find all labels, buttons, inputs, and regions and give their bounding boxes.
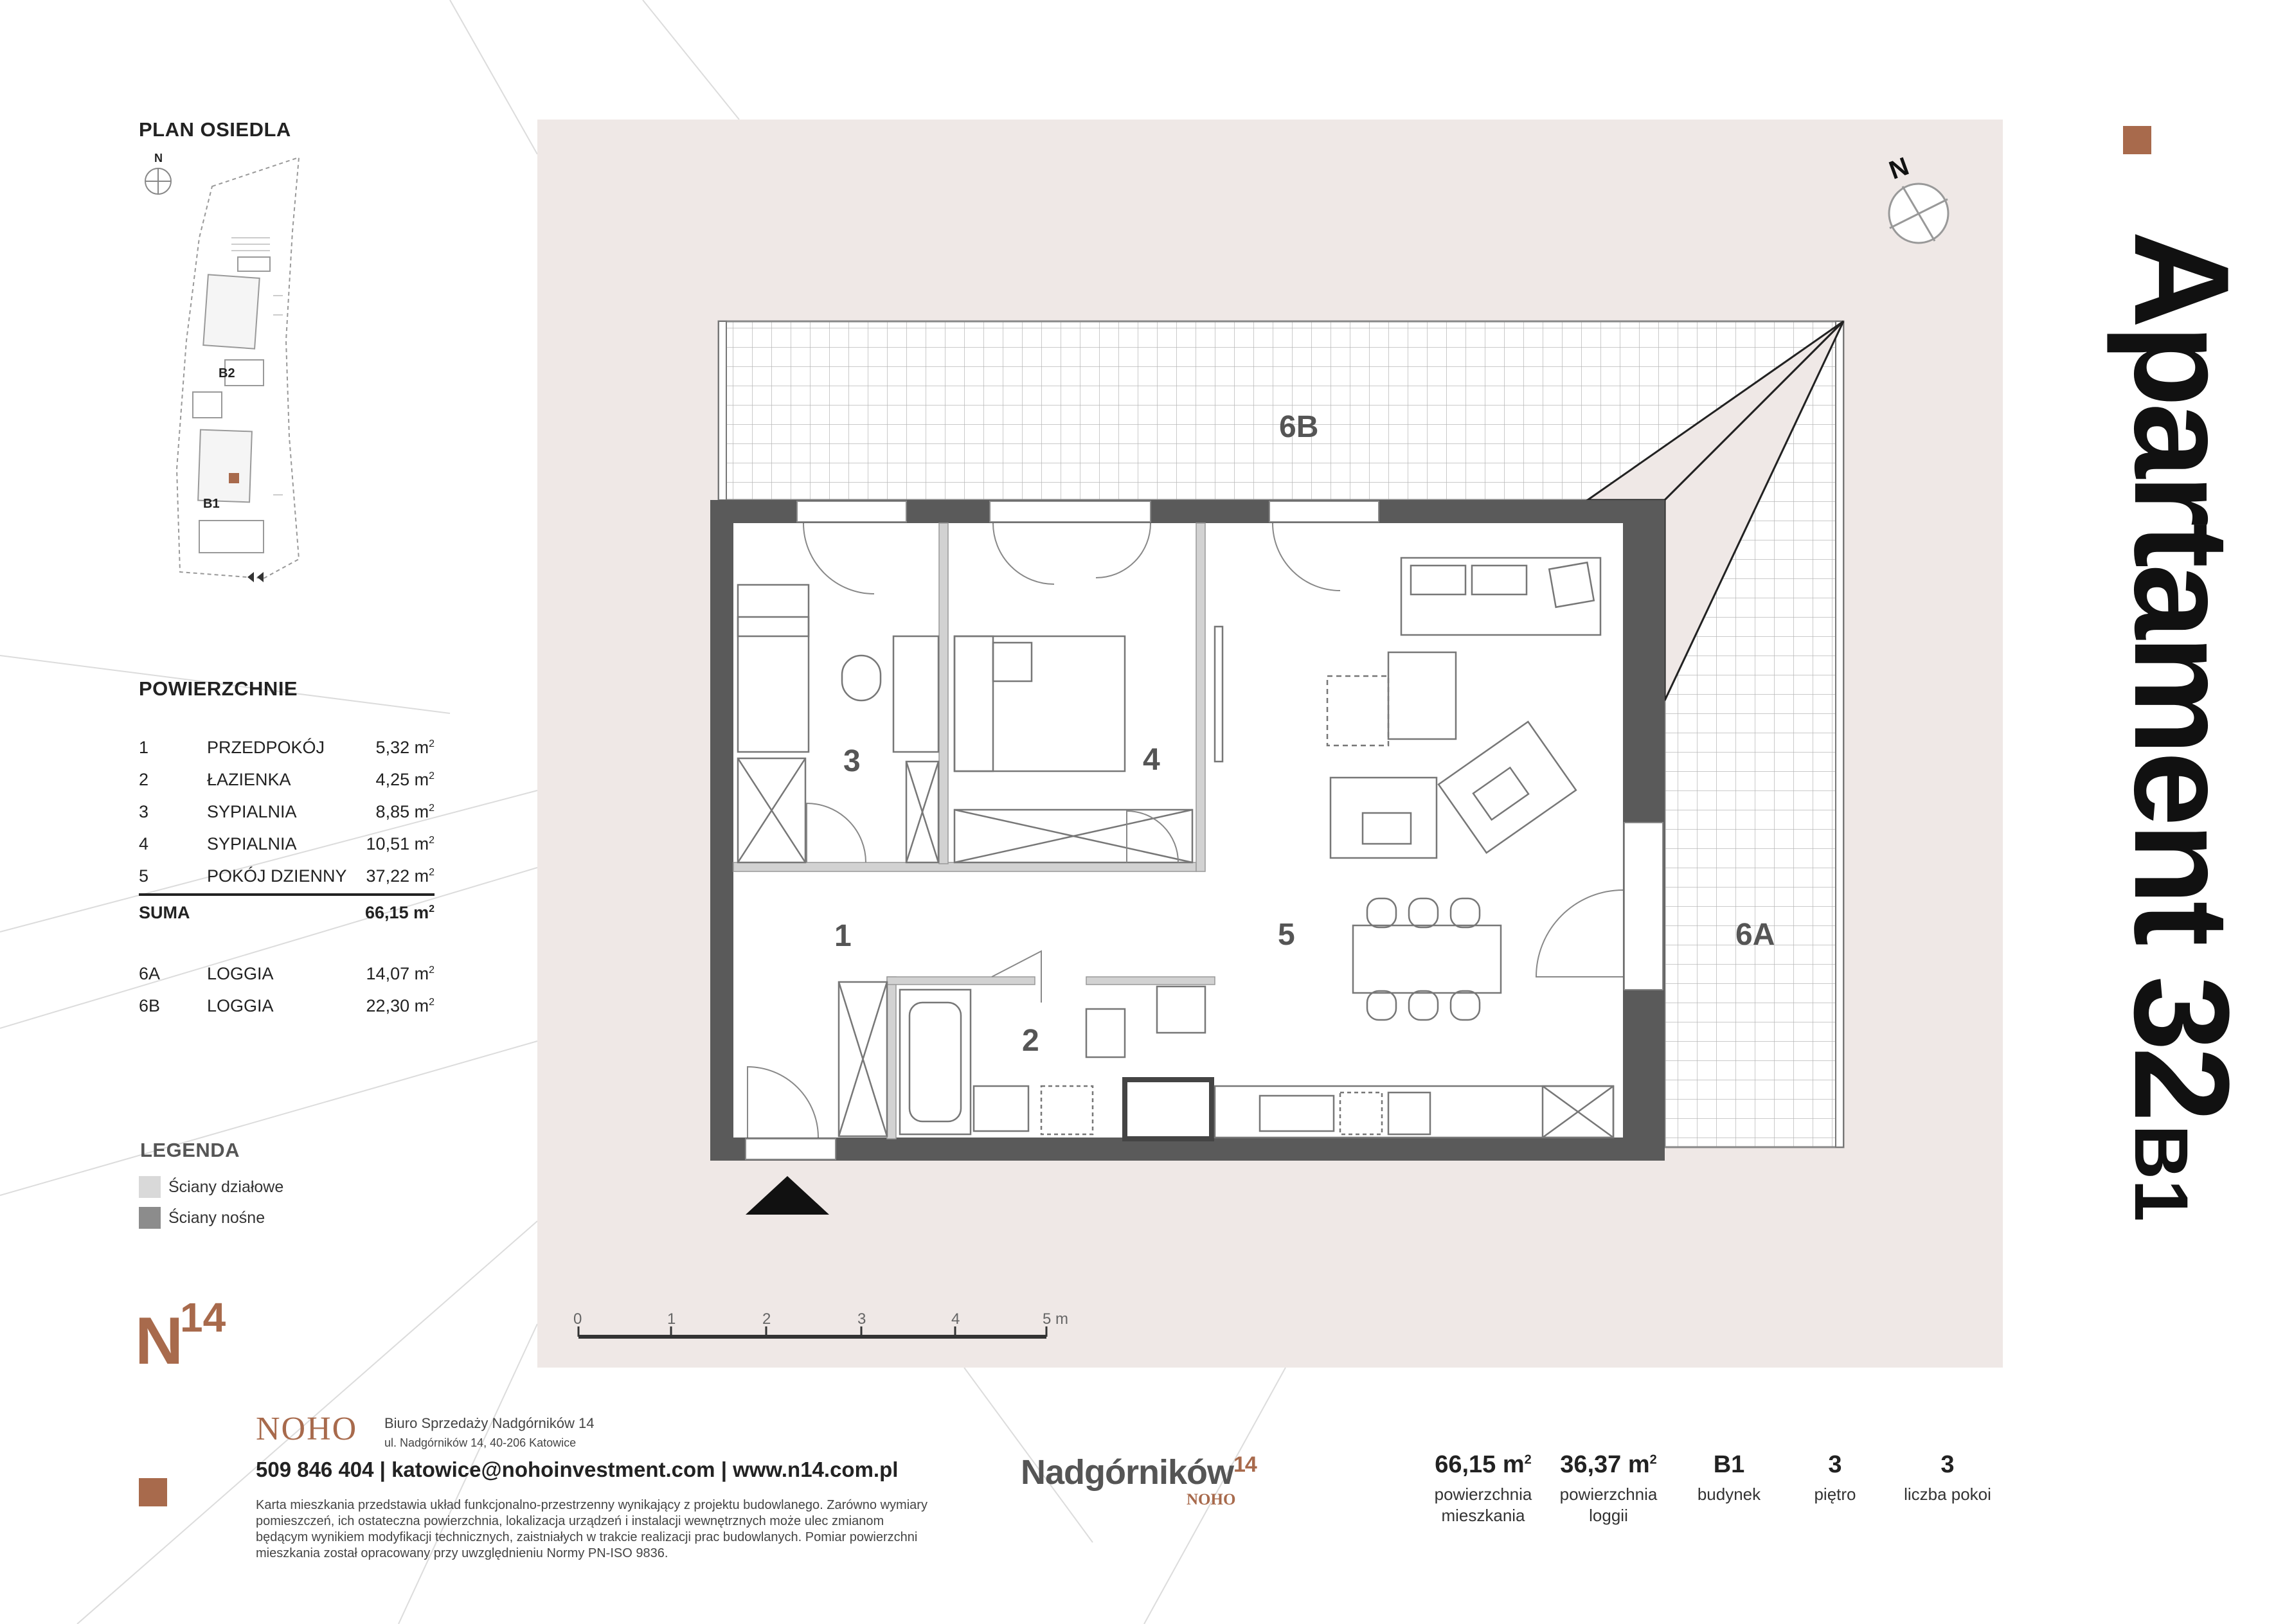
contact-line: 509 846 404 | katowice@nohoinvestment.com | www.n14.com.pl bbox=[256, 1458, 899, 1481]
north-compass-icon bbox=[1885, 152, 1948, 243]
room-label-2: 2 bbox=[1022, 1024, 1039, 1058]
scale-label: 4 bbox=[951, 1310, 960, 1328]
scale-label: 0 bbox=[573, 1310, 582, 1328]
entrance-arrow-icon bbox=[746, 1176, 829, 1215]
room-label-6a: 6A bbox=[1735, 918, 1775, 952]
site-plan-title: PLAN OSIEDLA bbox=[139, 118, 291, 141]
areas-table bbox=[139, 731, 435, 1022]
legend-item-load-bearing-walls: Ściany nośne bbox=[139, 1207, 265, 1229]
scale-label: 3 bbox=[857, 1310, 866, 1328]
stat-loggia-area: 36,37 $m^2$ powierzchnia loggii bbox=[1559, 1451, 1658, 1525]
room-label-6b: 6B bbox=[1279, 410, 1319, 444]
room-label-5: 5 bbox=[1278, 918, 1295, 952]
apartment-marker bbox=[229, 473, 239, 483]
nadgornikow-logo-sub: NOHO bbox=[1187, 1491, 1236, 1508]
stat-building: B1 budynek bbox=[1697, 1451, 1761, 1504]
area-row: 2 ŁAZIENKA 4,25 $m^2$ bbox=[139, 769, 435, 789]
area-row: 5 POKÓJ DZIENNY 37,22 $m^2$ bbox=[139, 866, 435, 886]
area-sum-row: SUMA 66,15 $m^2$ bbox=[139, 893, 435, 929]
site-plan-north-label: N bbox=[154, 152, 163, 165]
sales-office: Biuro Sprzedaży Nadgórników 14 ul. Nadgórników 14, 40-206 Katowice bbox=[384, 1415, 595, 1449]
apartment-title: Apartament 32B1 bbox=[2106, 231, 2257, 1222]
area-row: 3 SYPIALNIA 8,85 $m^2$ bbox=[139, 801, 435, 821]
legend-item-partition-walls: Ściany działowe bbox=[139, 1176, 283, 1198]
nadgornikow-logo: Nadgórników$^{14}$ bbox=[1021, 1452, 1257, 1492]
room-label-1: 1 bbox=[834, 919, 852, 953]
floor-plan bbox=[537, 120, 2003, 1368]
building-b1-label: B1 bbox=[203, 497, 220, 511]
loggia-row: 6B LOGGIA 22,30 $m^2$ bbox=[139, 995, 435, 1015]
area-row: 4 SYPIALNIA 10,51 $m^2$ bbox=[139, 834, 435, 853]
accent-square-bottom bbox=[139, 1478, 167, 1506]
areas-title: POWIERZCHNIE bbox=[139, 677, 298, 700]
stat-rooms: 3 liczba pokoi bbox=[1904, 1451, 1991, 1504]
accent-square-top bbox=[2123, 126, 2151, 154]
scale-label: 1 bbox=[667, 1310, 676, 1328]
scale-bar bbox=[573, 1310, 1068, 1337]
loggia-row: 6A LOGGIA 14,07 $m^2$ bbox=[139, 963, 435, 983]
disclaimer: Karta mieszkania przedstawia układ funkcjonalno-przestrzenny wynikający z projektu budowlanego. Zarówno wymiary pomieszczeń, ich ostateczna powierzchnia, lokalizacja urządzeń i instalacji wewnętrznych może ulec zmianom będącym wynikiem modyfikacji technicznych, zaistniałych w trakcie realizacji prac budowlanych. Pomiar powierzchni mieszkania został opracowany przy uwzględnieniu Normy PN-ISO 9836. bbox=[256, 1498, 927, 1560]
site-plan-map bbox=[129, 148, 321, 598]
room-label-3: 3 bbox=[843, 744, 861, 778]
svg-text:N: N bbox=[135, 1304, 184, 1369]
north-compass-icon bbox=[145, 152, 171, 194]
scale-label: 2 bbox=[762, 1310, 771, 1328]
room-label-4: 4 bbox=[1143, 743, 1160, 777]
svg-text:14: 14 bbox=[180, 1294, 226, 1341]
legend-swatch bbox=[139, 1207, 161, 1229]
n14-logo bbox=[135, 1292, 238, 1369]
area-row: 1 PRZEDPOKÓJ 5,32 $m^2$ bbox=[139, 737, 435, 757]
stat-apartment-area: 66,15 $m^2$ powierzchnia mieszkania bbox=[1434, 1451, 1532, 1525]
legend-swatch bbox=[139, 1176, 161, 1198]
plan-north-label: N bbox=[1885, 152, 1913, 185]
legend-title: LEGENDA bbox=[140, 1139, 240, 1161]
scale-label: 5 m bbox=[1043, 1310, 1069, 1328]
noho-logo: NOHO bbox=[256, 1411, 358, 1447]
stat-floor: 3 piętro bbox=[1814, 1451, 1856, 1504]
building-b2-label: B2 bbox=[219, 366, 235, 380]
